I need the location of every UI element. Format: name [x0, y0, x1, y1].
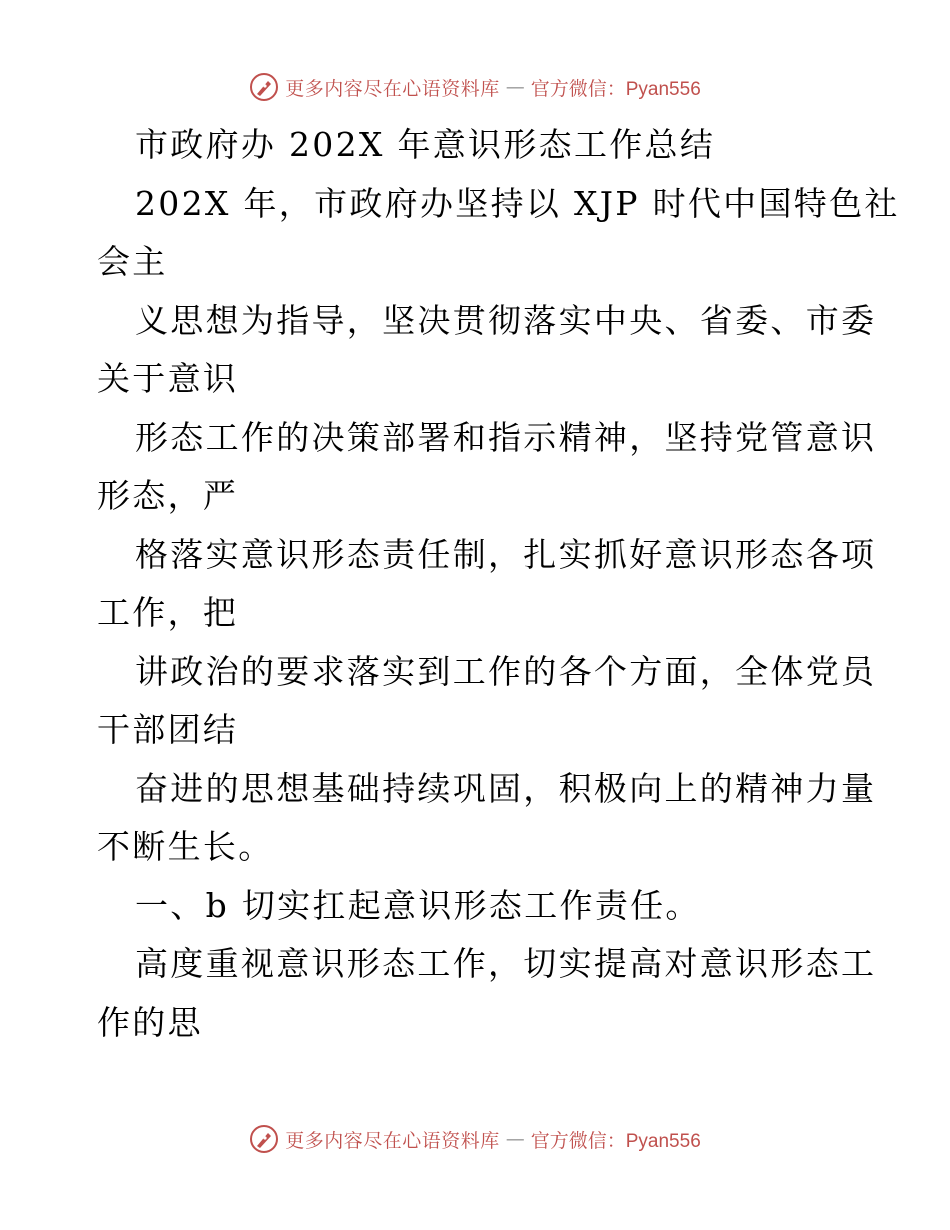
text-line: 义思想为指导，坚决贯彻落实中央、省委、市委 [135, 300, 877, 340]
pen-nib-icon [249, 72, 279, 102]
text-line: 讲政治的要求落实到工作的各个方面，全体党员 [135, 651, 877, 691]
text-line: 高度重视意识形态工作，切实提高对意识形态工 [135, 944, 877, 983]
text-line: 奋进的思想基础持续巩固，积极向上的精神力量 [135, 768, 877, 808]
watermark-text: 更多内容尽在心语资料库 [285, 1129, 500, 1152]
text-line: 形态，严 [97, 476, 239, 515]
document-body [97, 116, 900, 1052]
header-watermark [0, 72, 950, 102]
watermark-separator: — [505, 76, 525, 98]
text-line: 格落实意识形态责任制，扎实抓好意识形态各项 [135, 534, 877, 574]
watermark-separator: — [505, 1128, 525, 1150]
watermark-contact: 官方微信：Pyan556 [530, 78, 701, 100]
watermark-text: 更多内容尽在心语资料库 [285, 77, 500, 100]
watermark-contact: 官方微信：Pyan556 [530, 1130, 701, 1152]
document-title: 市政府办 202X 年意识形态工作总结 [135, 125, 716, 164]
text-line: 工作，把 [97, 593, 239, 632]
text-line: 会主 [97, 242, 168, 281]
pen-nib-icon [249, 1124, 279, 1154]
text-line: 作的思 [97, 1002, 203, 1042]
text-line: 关于意识 [97, 359, 239, 398]
text-line: 202X 年，市政府办坚持以 XJP 时代中国特色社 [135, 183, 900, 223]
text-line: 干部团结 [97, 710, 239, 749]
footer-watermark [0, 1124, 950, 1154]
text-line: 不断生长。 [97, 827, 274, 866]
text-line: 一、b 切实扛起意识形态工作责任。 [135, 885, 701, 925]
text-line: 形态工作的决策部署和指示精神，坚持党管意识 [135, 417, 877, 457]
